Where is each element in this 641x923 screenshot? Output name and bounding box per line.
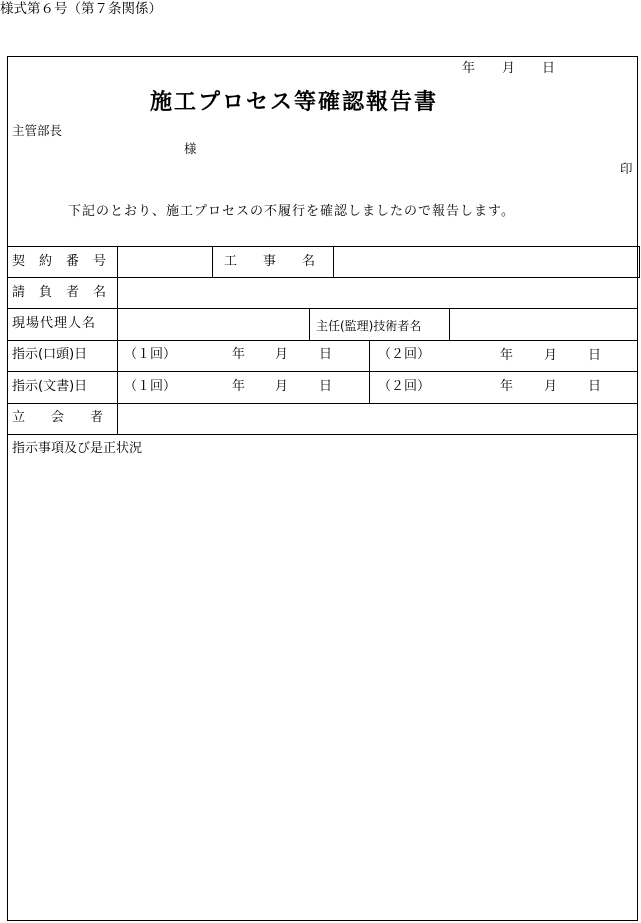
table-line-5	[7, 403, 638, 404]
table-line-4	[7, 371, 638, 372]
date-year-label: 年	[462, 61, 476, 76]
row1-divider-a	[212, 246, 213, 277]
construction-name-label: 工事名	[224, 254, 342, 269]
row3-divider-b	[449, 308, 450, 340]
contractor-label: 請負者名	[12, 285, 121, 300]
oral-second-month: 月	[544, 348, 558, 363]
oral-second-year: 年	[500, 348, 514, 363]
report-frame	[7, 56, 638, 921]
oral-first-label: （１回）	[124, 347, 177, 362]
table-line-6	[7, 434, 638, 435]
written-second-label: （２回）	[378, 379, 431, 394]
table-top-line	[7, 246, 640, 247]
oral-second-label: （２回）	[378, 347, 431, 362]
written-first-year: 年	[232, 379, 246, 394]
form-number: 様式第６号（第７条関係）	[0, 1, 162, 17]
details-label: 指示事項及び是正状況	[12, 441, 143, 456]
recipient-label: 主管部長	[12, 123, 63, 138]
table-line-1	[7, 277, 640, 278]
table-line-2	[7, 308, 638, 309]
written-first-month: 月	[275, 379, 289, 394]
oral-first-month: 月	[275, 347, 289, 362]
site-agent-label: 現場代理人名	[12, 316, 97, 331]
written-second-day: 日	[588, 379, 602, 394]
date-day-label: 日	[542, 61, 556, 76]
written-second-year: 年	[500, 379, 514, 394]
oral-second-day: 日	[588, 348, 602, 363]
chief-engineer-label: 主任(監理)技術者名	[316, 319, 422, 333]
row1-right-edge	[639, 246, 640, 277]
written-second-month: 月	[544, 379, 558, 394]
written-first-label: （１回）	[124, 379, 177, 394]
witness-label: 立会者	[12, 410, 130, 425]
table-line-3	[7, 340, 638, 341]
honorific-label: 様	[184, 141, 197, 156]
written-first-day: 日	[319, 379, 333, 394]
instruction-divider	[369, 340, 370, 403]
document-title: 施工プロセス等確認報告書	[150, 89, 439, 115]
intro-text: 下記のとおり、施工プロセスの不履行を確認しましたので報告します。	[68, 204, 515, 219]
label-column-divider	[117, 246, 118, 434]
oral-instruction-label: 指示(口頭)日	[12, 347, 88, 362]
oral-first-day: 日	[319, 347, 333, 362]
row3-divider-a	[309, 308, 310, 340]
seal-mark: 印	[620, 161, 633, 176]
oral-first-year: 年	[232, 347, 246, 362]
date-month-label: 月	[502, 61, 516, 76]
written-instruction-label: 指示(文書)日	[12, 379, 88, 394]
date-header	[462, 57, 555, 76]
contract-number-label: 契約番号	[12, 254, 121, 269]
